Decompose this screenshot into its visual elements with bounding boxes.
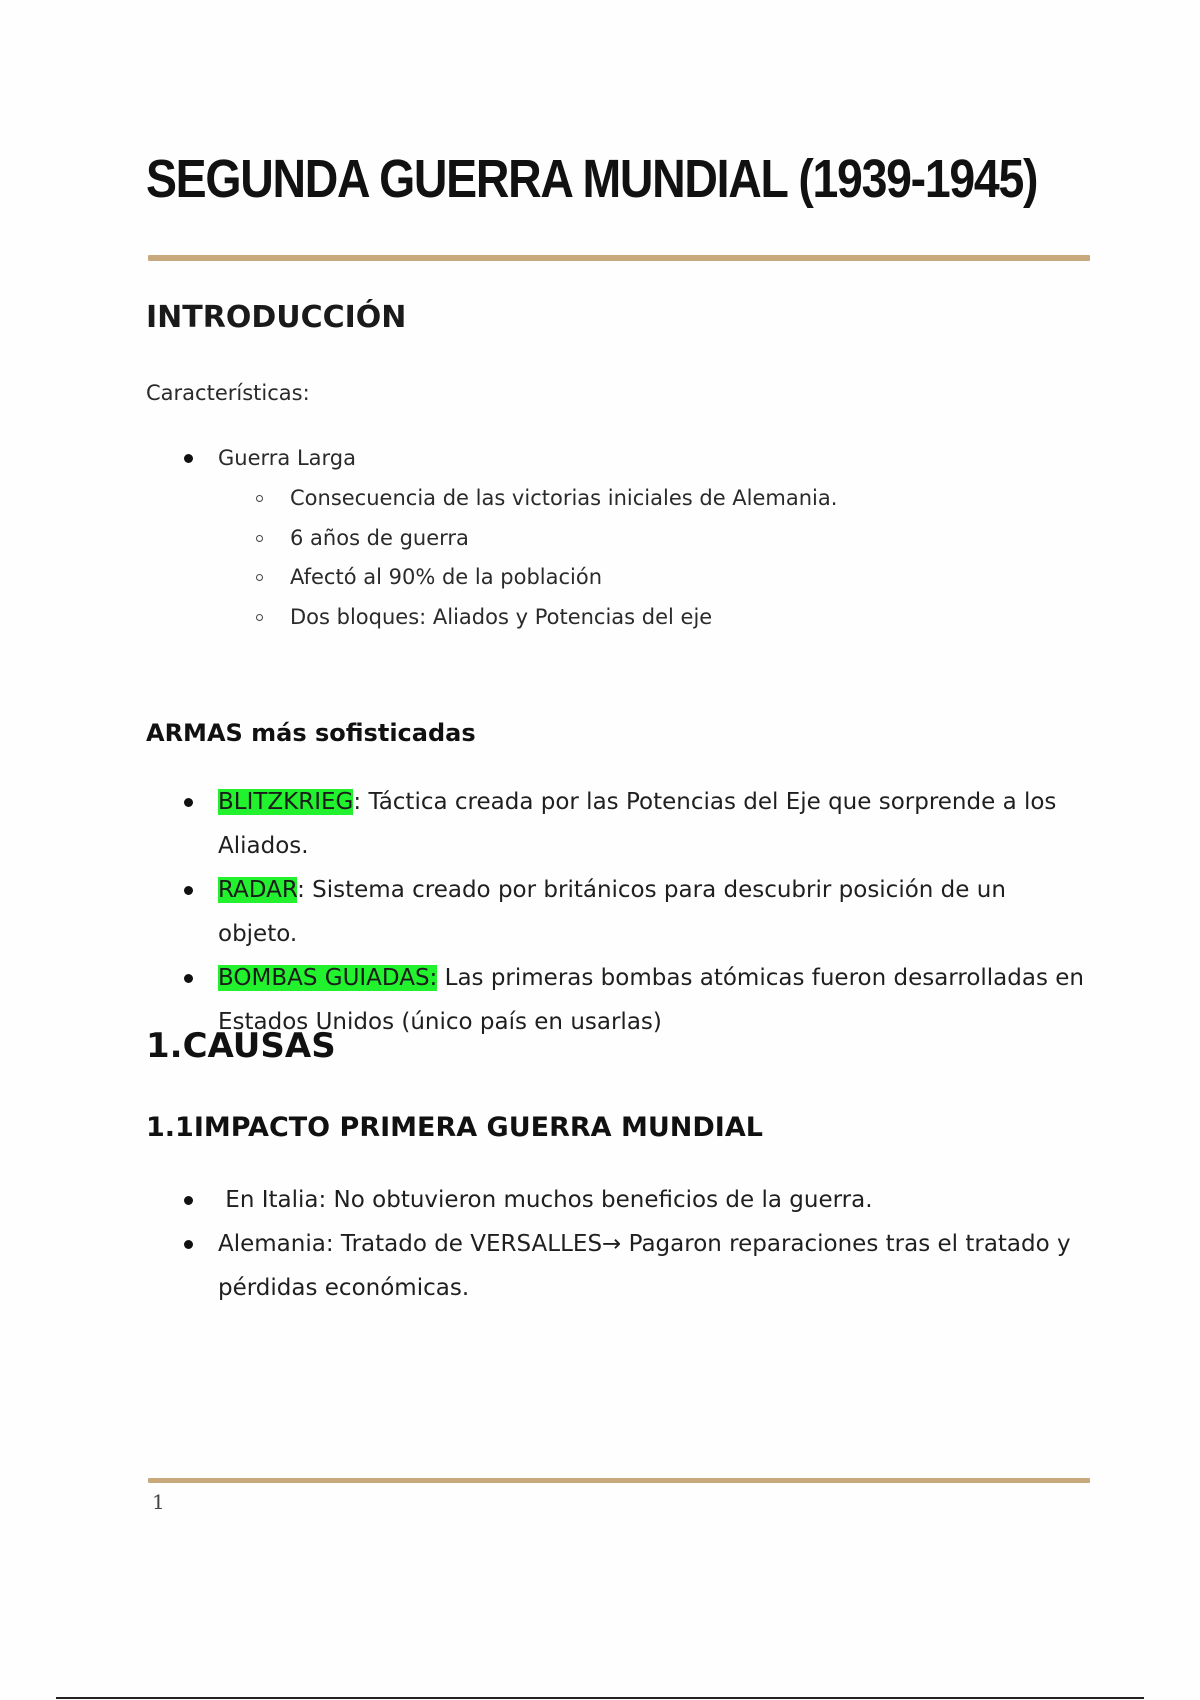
list-item — [184, 868, 1084, 956]
list-item — [184, 780, 1084, 868]
hollow-bullet-icon — [256, 495, 263, 502]
intro-heading: INTRODUCCIÓN — [146, 300, 407, 335]
hollow-bullet-icon — [256, 535, 263, 542]
list-item — [184, 441, 1084, 637]
bullet-icon — [184, 1196, 193, 1205]
weapons-heading: ARMAS más sofisticadas — [146, 719, 476, 747]
bullet-icon — [184, 974, 193, 983]
bullet-icon — [184, 886, 193, 895]
sub-list-item — [256, 519, 1084, 559]
sub-list-item-text: 6 años de guerra — [290, 525, 469, 550]
bullet-icon — [184, 1240, 193, 1249]
sub-list-item-text: Dos bloques: Aliados y Potencias del eje — [290, 604, 713, 629]
characteristics-list — [184, 441, 1084, 637]
causes-heading: 1.CAUSAS — [146, 1026, 336, 1066]
hollow-bullet-icon — [256, 614, 263, 621]
sub-list-item — [256, 558, 1084, 598]
list-item-text: Alemania: Tratado de VERSALLES→ Pagaron reparaciones tras el tratado y pérdidas económicas. — [218, 1231, 1071, 1301]
document-title: SEGUNDA GUERRA MUNDIAL (1939-1945) — [146, 149, 1038, 209]
highlighted-term: BLITZKRIEG — [218, 789, 354, 815]
page-number: 1 — [152, 1490, 165, 1514]
list-item-text: : Sistema creado por británicos para descubrir posición de un objeto. — [218, 877, 1006, 947]
impact-subheading: 1.1IMPACTO PRIMERA GUERRA MUNDIAL — [146, 1112, 763, 1143]
bullet-icon — [184, 798, 193, 807]
footer-divider — [148, 1478, 1090, 1483]
list-item-text: En Italia: No obtuvieron muchos beneficios de la guerra. — [218, 1187, 873, 1213]
impact-list — [184, 1178, 1084, 1310]
list-item-label: Guerra Larga — [218, 446, 356, 470]
weapons-list — [184, 780, 1084, 1044]
list-item-text: : Táctica creada por las Potencias del Eje que sorprende a los Aliados. — [218, 789, 1057, 859]
hollow-bullet-icon — [256, 574, 263, 581]
sub-list-item — [256, 598, 1084, 638]
page-edge-line — [56, 1697, 1144, 1699]
sub-list-item — [256, 479, 1084, 519]
list-item — [184, 1178, 1084, 1222]
title-divider — [148, 255, 1090, 261]
list-item-text: Las primeras bombas atómicas fueron desarrolladas en Estados Unidos (único país en usarlas) — [218, 965, 1084, 1035]
sub-list — [256, 479, 1084, 637]
bullet-icon — [184, 454, 193, 463]
highlighted-term: RADAR — [218, 877, 298, 903]
sub-list-item-text: Afectó al 90% de la población — [290, 565, 603, 589]
highlighted-term: BOMBAS GUIADAS: — [218, 965, 438, 991]
sub-list-item-text: Consecuencia de las victorias iniciales de Alemania. — [290, 486, 838, 510]
list-item — [184, 1222, 1084, 1310]
characteristics-label: Características: — [146, 381, 310, 405]
